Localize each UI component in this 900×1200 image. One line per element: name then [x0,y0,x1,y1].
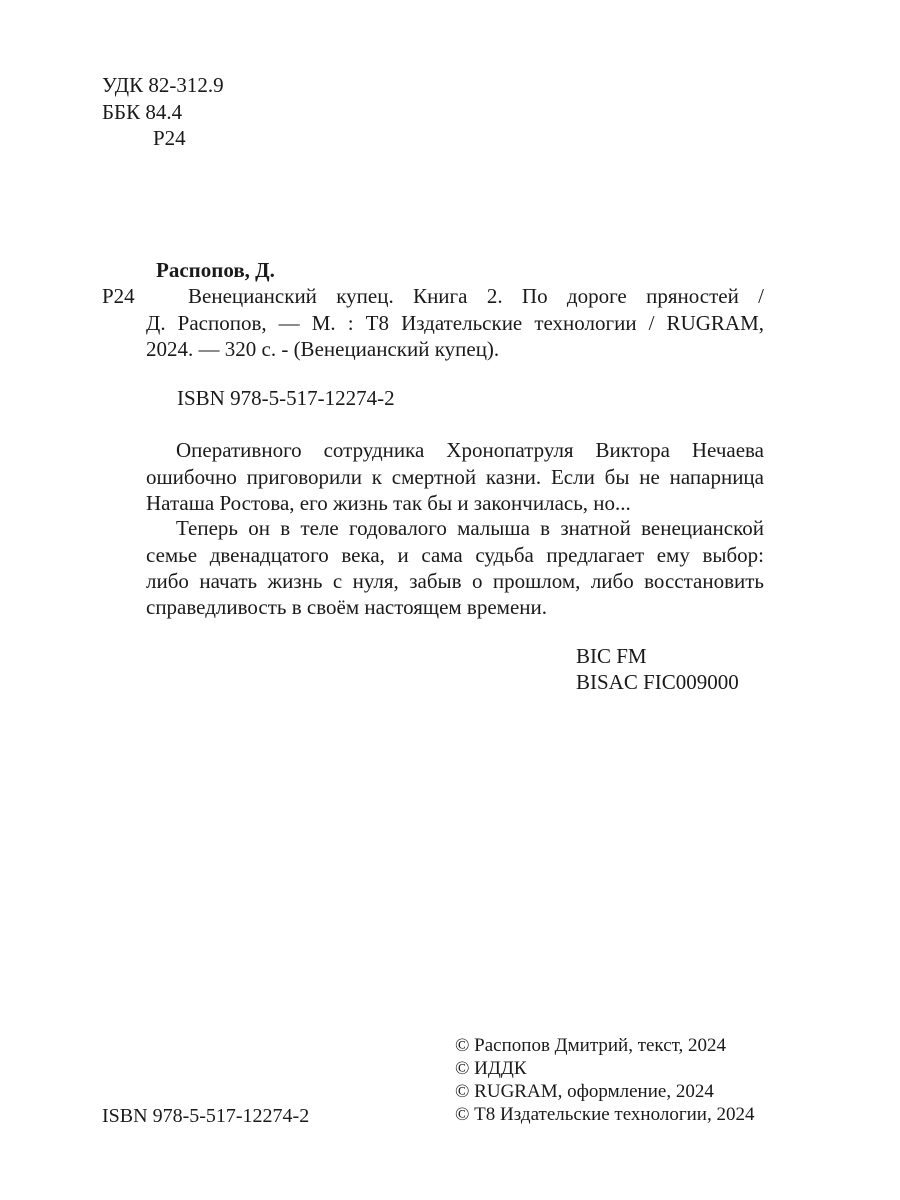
annotation-paragraph-2 [146,515,764,595]
copyright-3: © RUGRAM, оформление, 2024 [455,1081,714,1102]
entry-line-3: 2024. — 320 с. - (Венецианский купец). [146,337,500,361]
bic-code: BIC FM [576,644,647,668]
annotation-p2-line-2: семье двенадцатого века, и сама судьба предлагает ему выбор: [146,542,764,567]
entry-author: Распопов, Д. [156,258,275,282]
entry-line-2: Д. Распопов, — М. : Т8 Издательские технологии / RUGRAM, [146,310,764,335]
bisac-code: BISAC FIC009000 [576,670,739,694]
udk-code: УДК 82-312.9 [102,73,224,97]
entry-line-1: Венецианский купец. Книга 2. По дороге пряностей / [188,284,764,308]
entry-isbn: ISBN 978-5-517-12274-2 [177,386,395,410]
entry-description [146,283,764,336]
copyright-1: © Распопов Дмитрий, текст, 2024 [455,1035,727,1056]
annotation-p2-line-1: Теперь он в теле годовалого малыша в знатной венецианской [176,516,764,540]
copyright-2: © ИДДК [455,1058,527,1079]
annotation-paragraph-1 [146,437,764,490]
annotation-p1-line-2: ошибочно приговорили к смертной казни. Если бы не напарница [146,464,764,489]
author-mark: Р24 [153,126,186,150]
bbk-code: ББК 84.4 [102,100,183,124]
annotation-p1-line-3: Наташа Ростова, его жизнь так бы и закончилась, но... [146,491,631,515]
entry-side-mark: Р24 [102,284,135,308]
annotation-p2-line-4: справедливость в своём настоящем времени. [146,595,547,619]
footer-isbn: ISBN 978-5-517-12274-2 [102,1105,310,1127]
annotation-p1-line-1: Оперативного сотрудника Хронопатруля Виктора Нечаева [176,438,764,462]
copyright-4: © Т8 Издательские технологии, 2024 [455,1104,755,1125]
annotation-p2-line-3: либо начать жизнь с нуля, забыв о прошлом, либо восстановить [146,569,764,593]
